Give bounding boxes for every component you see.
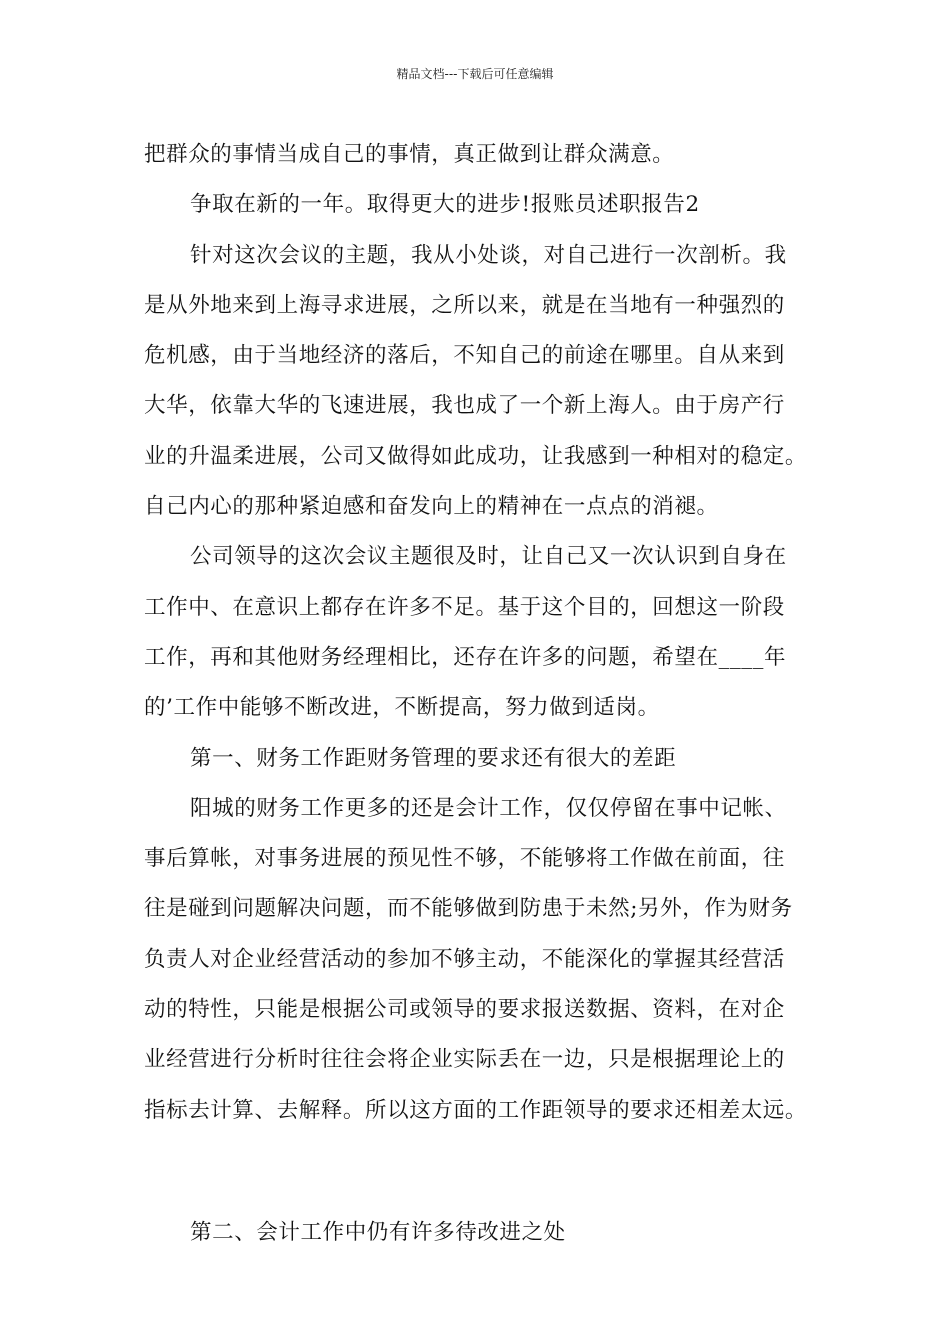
section-heading: 第二、会计工作中仍有许多待改进之处	[190, 1219, 566, 1245]
text-line: 是从外地来到上海寻求进展，之所以来，就是在当地有一种强烈的	[144, 292, 785, 318]
text-line: 工作，再和其他财务经理相比，还存在许多的问题，希望在____年	[144, 644, 787, 670]
text-line: 往是碰到问题解决问题，而不能够做到防患于未然;另外，作为财务	[144, 896, 793, 922]
page-header: 精品文档---下载后可任意编辑	[396, 67, 554, 81]
text-line: 危机感，由于当地经济的落后，不知自己的前途在哪里。自从来到	[144, 343, 785, 369]
text-line: 公司领导的这次会议主题很及时，让自己又一次认识到自身在	[190, 544, 787, 570]
text-line: 工作中、在意识上都存在许多不足。基于这个目的，回想这一阶段	[144, 594, 785, 620]
text-line: 争取在新的一年。取得更大的进步!报账员述职报告2	[190, 192, 700, 218]
text-line: 大华，依靠大华的飞速进展，我也成了一个新上海人。由于房产行	[144, 393, 785, 419]
text-line: 负责人对企业经营活动的参加不够主动，不能深化的掌握其经营活	[144, 946, 785, 972]
text-line: 业的升温柔进展，公司又做得如此成功，让我感到一种相对的稳定。	[144, 443, 808, 469]
text-line: 自己内心的那种紧迫感和奋发向上的精神在一点点的消褪。	[144, 494, 719, 520]
text-line: 事后算帐，对事务进展的预见性不够，不能够将工作做在前面，往	[144, 846, 785, 872]
text-line: 动的特性，只能是根据公司或领导的要求报送数据、资料，在对企	[144, 997, 785, 1023]
paragraph-gap	[144, 1136, 816, 1208]
text-line: 业经营进行分析时往往会将企业实际丢在一边，只是根据理论上的	[144, 1047, 785, 1073]
document-body	[144, 130, 816, 1258]
text-line: 阳城的财务工作更多的还是会计工作，仅仅停留在事中记帐、	[190, 795, 787, 821]
section-heading: 第一、财务工作距财务管理的要求还有很大的差距	[190, 745, 677, 771]
text-line: 针对这次会议的主题，我从小处谈，对自己进行一次剖析。我	[190, 242, 787, 268]
text-line: 指标去计算、去解释。所以这方面的工作距领导的要求还相差太远。	[144, 1097, 808, 1123]
text-line: 的’工作中能够不断改进，不断提高，努力做到适岗。	[144, 695, 660, 721]
text-line: 把群众的事情当成自己的事情，真正做到让群众满意。	[144, 142, 675, 167]
